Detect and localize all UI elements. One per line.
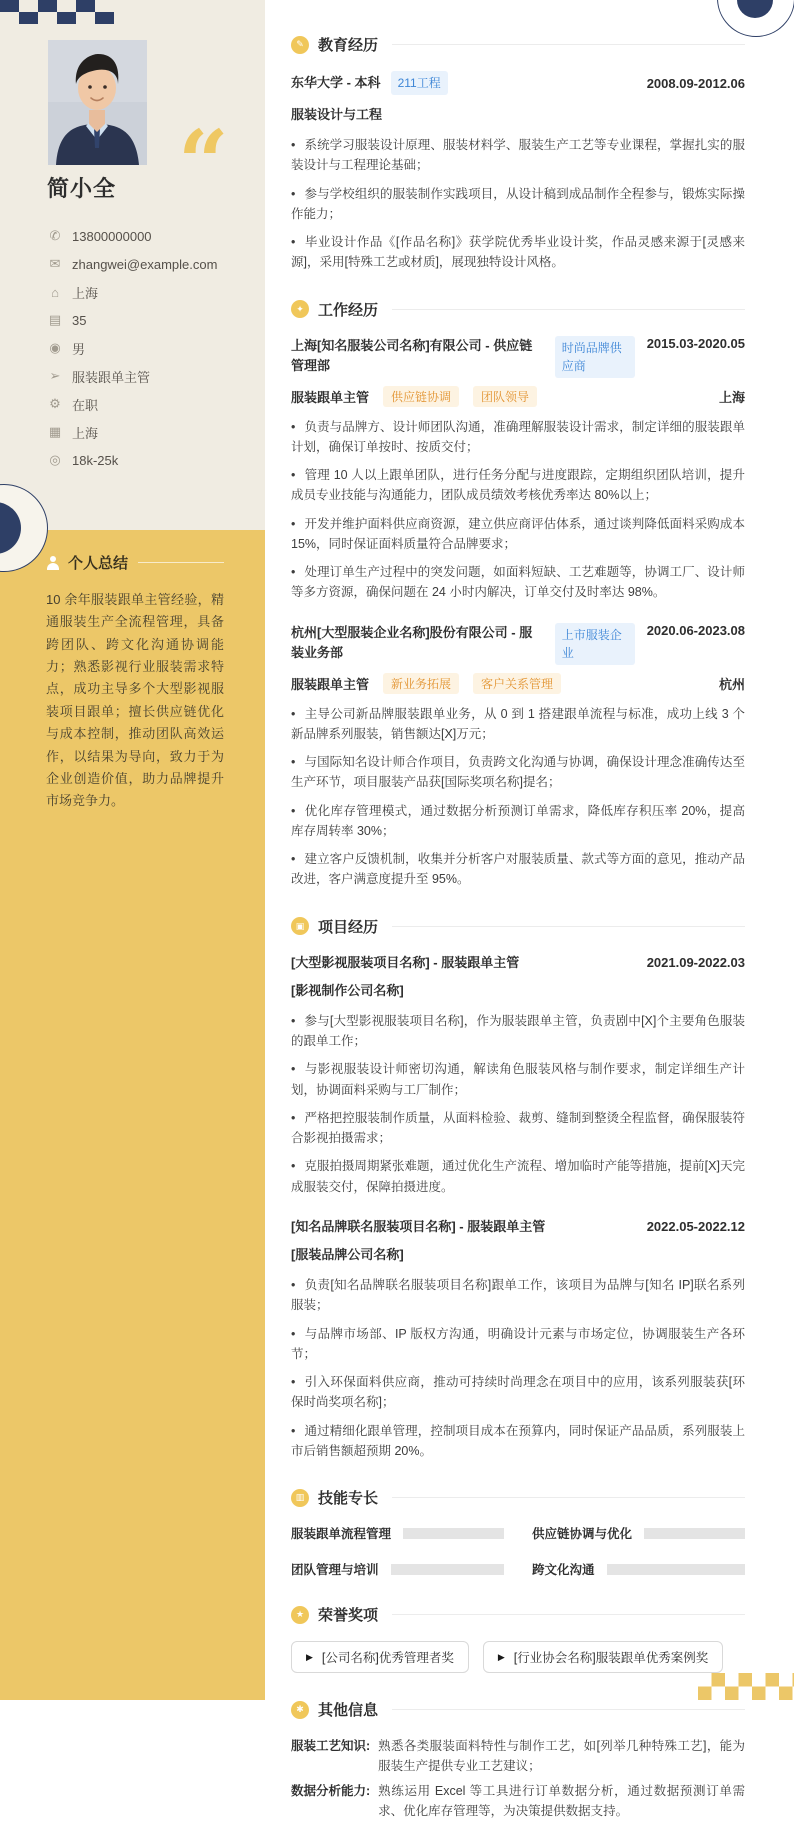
education-date: 2008.09-2012.06	[646, 75, 745, 91]
work-title: 工作经历	[318, 301, 379, 319]
gender-value: 男	[72, 341, 86, 357]
home-icon: ⌂	[51, 284, 59, 300]
job-item-2	[291, 623, 745, 890]
skill-row	[291, 1524, 504, 1542]
section-other-info	[291, 1699, 745, 1821]
company-city-value: 上海	[72, 425, 99, 441]
honors-header	[291, 1604, 745, 1625]
education-school-row	[291, 71, 745, 95]
info-text: 熟练运用 Excel 等工具进行订单数据分析，通过数据预测订单需求、优化库存管理等，为决策提供数据支持。	[378, 1783, 745, 1818]
section-divider	[392, 926, 745, 927]
bullet-item: • 建立客户反馈机制，收集并分析客户对服装质量、款式等方面的意见，推动产品改进，客户满意度提升至 95%。	[291, 849, 745, 890]
contact-row-phone	[48, 222, 253, 250]
chart-icon: ▥	[291, 1489, 309, 1507]
bullet-item: • 与国际知名设计师合作项目，负责跨文化沟通与协调，确保设计理念准确传达至生产环节，项目服装产品获[国际奖项名称]提名；	[291, 752, 745, 793]
briefcase-icon: ✦	[291, 300, 309, 318]
person-icon	[46, 556, 60, 570]
decorative-circle-top-right-inner	[737, 0, 773, 18]
skills-title: 技能专长	[318, 1490, 379, 1508]
skill-label: 跨文化沟通	[532, 1563, 595, 1578]
bullet-item: • 参与[大型影视服装项目名称]，作为服装跟单主管，负责剧中[X]个主要角色服装的跟单工作；	[291, 1011, 745, 1052]
bullet-item: • 系统学习服装设计原理、服装材料学、服装生产工艺等专业课程，掌握扎实的服装设计与工程理论基础；	[291, 135, 745, 176]
company-icon: ▦	[48, 424, 62, 439]
company-tag: 时尚品牌供应商	[555, 336, 635, 378]
job-date: 2020.06-2023.08	[646, 622, 745, 638]
projects-header	[291, 916, 745, 937]
position-value: 服装跟单主管	[72, 369, 151, 385]
summary-divider	[138, 562, 224, 563]
bullet-item: • 参与学校组织的服装制作实践项目，从设计稿到成品制作全程参与，锻炼实际操作能力；	[291, 184, 745, 225]
section-education	[291, 34, 745, 273]
project-company: [影视制作公司名称]	[291, 982, 404, 998]
job-position: 服装跟单主管	[291, 676, 370, 692]
education-title: 教育经历	[318, 37, 379, 54]
decorative-circle-left-inner	[0, 502, 21, 554]
other-info-title: 其他信息	[318, 1702, 379, 1720]
project-item-2	[291, 1217, 745, 1461]
skills-header	[291, 1487, 745, 1508]
age-icon: ▤	[48, 312, 62, 327]
contact-row-company-city	[48, 418, 253, 446]
contact-row-city	[48, 278, 253, 306]
education-major: 服装设计与工程	[291, 107, 383, 122]
bullet-item: • 开发并维护面料供应商资源，建立供应商评估体系，通过谈判降低面料采购成本 15%，同时保证面料质量符合品牌要求；	[291, 514, 745, 555]
city-value: 上海	[72, 285, 99, 301]
skill-progress-bar	[403, 1528, 504, 1539]
contact-row-salary	[48, 446, 253, 474]
age-value: 35	[72, 312, 87, 328]
section-divider	[392, 44, 745, 45]
job-bullets	[291, 417, 745, 603]
section-work	[291, 299, 745, 890]
project-item-1	[291, 953, 745, 1197]
info-icon: ✱	[291, 1701, 309, 1719]
skill-tag: 新业务拓展	[383, 673, 459, 694]
work-header	[291, 299, 745, 320]
bullet-item: • 处理订单生产过程中的突发问题，如面料短缺、工艺难题等，协调工厂、设计师等多方资源，确保问题在 24 小时内解决，订单交付及时率达 98%。	[291, 562, 745, 603]
section-honors	[291, 1604, 745, 1673]
job-location: 杭州	[718, 676, 745, 692]
email-value: zhangwei@example.com	[72, 256, 218, 272]
contact-row-position	[48, 362, 253, 390]
project-date: 2022.05-2022.12	[646, 1219, 745, 1235]
job-company-row	[291, 623, 745, 665]
skill-tag: 团队领导	[473, 386, 537, 407]
project-name: [大型影视服装项目名称] - 服装跟单主管	[291, 954, 520, 970]
play-icon: ▶	[497, 1651, 505, 1662]
info-row-craft	[291, 1736, 745, 1777]
personal-summary-text: 10 余年服装跟单主管经验，精通服装生产全流程管理，具备跨团队、跨文化沟通协调能力；熟悉影视行业服装需求特点，成功主导多个大型影视服装项目跟单；擅长供应链优化与成本控制，推动团队高效运作，以结果为导向，致力于为企业创造价值，助力品牌提升市场竞争力。	[46, 592, 224, 809]
person-name: 简小全	[47, 176, 117, 201]
trophy-icon: ★	[291, 1606, 309, 1624]
section-skills	[291, 1487, 745, 1578]
bullet-item: • 负责与品牌方、设计师团队沟通，准确理解服装设计需求，制定详细的服装跟单计划，确保订单按时、按质交付；	[291, 417, 745, 458]
section-divider	[392, 1614, 745, 1615]
contact-row-gender	[48, 334, 253, 362]
personal-summary-header	[46, 552, 224, 573]
mail-icon: ✉	[49, 256, 61, 271]
bullet-item: • 负责[知名品牌联名服装项目名称]跟单工作，该项目为品牌与[知名 IP]联名系列服装；	[291, 1275, 745, 1316]
honor-label: [行业协会名称]服装跟单优秀案例奖	[513, 1651, 709, 1666]
job-position-row	[291, 386, 745, 407]
project-name-row	[291, 1217, 745, 1237]
bullet-item: • 主导公司新品牌服装跟单业务，从 0 到 1 搭建跟单流程与标准，成功上线 3 个新品牌系列服装，销售额达[X]万元；	[291, 704, 745, 745]
personal-summary-title: 个人总结	[68, 555, 129, 572]
play-icon: ▶	[306, 1651, 313, 1662]
bullet-item: • 管理 10 人以上跟单团队，进行任务分配与进度跟踪，定期组织团队培训，提升成员专业技能与沟通能力，团队成员绩效考核优秀率达 80%以上；	[291, 465, 745, 506]
bullet-item: • 引入环保面料供应商，推动可持续时尚理念在项目中的应用，该系列服装获[环保时尚奖项名称]；	[291, 1372, 745, 1413]
project-name: [知名品牌联名服装项目名称] - 服装跟单主管	[291, 1218, 546, 1234]
project-date: 2021.09-2022.03	[646, 955, 745, 971]
phone-value: 13800000000	[72, 228, 152, 244]
contact-list	[48, 222, 253, 474]
skill-row	[291, 1560, 504, 1578]
bullet-item: • 与影视服装设计师密切沟通，解读角色服装风格与制作要求，制定详细生产计划，协调面料采购与工厂制作；	[291, 1059, 745, 1100]
contact-row-status	[48, 390, 253, 418]
bullet-item: • 通过精细化跟单管理，控制项目成本在预算内，同时保证产品品质，系列服装上市后销售额超预期 20%。	[291, 1421, 745, 1462]
status-value: 在职	[72, 397, 99, 413]
skill-label: 团队管理与培训	[291, 1563, 379, 1578]
section-divider	[392, 309, 745, 310]
checker-pattern-top-left	[0, 0, 114, 24]
status-icon: ⚙	[49, 396, 61, 411]
job-position: 服装跟单主管	[291, 389, 370, 405]
section-projects	[291, 916, 745, 1462]
position-icon: ➢	[49, 368, 61, 383]
folder-icon: ▣	[291, 917, 309, 935]
job-date: 2015.03-2020.05	[646, 335, 745, 351]
profile-photo-illustration	[48, 40, 147, 165]
skill-tag: 供应链协调	[383, 386, 459, 407]
info-label: 数据分析能力:	[291, 1783, 371, 1798]
section-divider	[392, 1497, 745, 1498]
job-item-1	[291, 336, 745, 603]
salary-value: 18k-25k	[72, 452, 119, 468]
section-divider	[392, 1709, 745, 1710]
project-bullets	[291, 1011, 745, 1197]
skill-progress-bar	[391, 1564, 504, 1575]
projects-title: 项目经历	[318, 918, 379, 936]
education-bullets	[291, 135, 745, 273]
other-info-header	[291, 1699, 745, 1720]
main-content	[265, 0, 794, 1818]
job-location: 上海	[718, 389, 745, 405]
bullet-item: • 严格把控服装制作质量，从面料检验、裁剪、缝制到整烫全程监督，确保服装符合影视拍摄需求；	[291, 1108, 745, 1149]
project-name-row	[291, 953, 745, 973]
bullet-item: • 优化库存管理模式，通过数据分析预测订单需求，降低库存积压率 20%，提高库存周转率 30%；	[291, 801, 745, 842]
education-header	[291, 34, 745, 55]
skill-label: 服装跟单流程管理	[291, 1527, 392, 1542]
bullet-item: • 毕业设计作品《[作品名称]》获学院优秀毕业设计奖，作品灵感来源于[灵感来源]，采用[特殊工艺或材质]，展现独特设计风格。	[291, 232, 745, 273]
skill-tag: 客户关系管理	[473, 673, 561, 694]
skill-progress-bar	[607, 1564, 745, 1575]
personal-summary	[46, 552, 224, 813]
bullet-item: • 与品牌市场部、IP 版权方沟通，明确设计元素与市场定位，协调服装生产各环节；	[291, 1324, 745, 1365]
skill-row	[532, 1560, 745, 1578]
contact-row-email	[48, 250, 253, 278]
phone-icon: ✆	[49, 228, 61, 243]
honor-label: [公司名称]优秀管理者奖	[321, 1651, 454, 1666]
contact-row-age	[48, 306, 253, 334]
info-label: 服装工艺知识:	[291, 1739, 371, 1754]
honor-button-1[interactable]	[291, 1641, 469, 1673]
graduation-icon: ✎	[291, 36, 309, 54]
salary-icon: ◎	[49, 452, 61, 467]
skill-label: 供应链协调与优化	[532, 1527, 633, 1542]
info-text: 熟悉各类服装面料特性与制作工艺，如[列举几种特殊工艺]，能为服装生产提供专业工艺建议；	[378, 1739, 745, 1774]
bullet-item: • 克服拍摄周期紧张难题，通过优化生产流程、增加临时产能等措施，提前[X]天完成服装交付，保障拍摄进度。	[291, 1156, 745, 1197]
gender-icon: ◉	[49, 340, 61, 355]
school-name: 东华大学 - 本科	[291, 74, 381, 90]
project-company: [服装品牌公司名称]	[291, 1247, 404, 1263]
quote-icon: “	[178, 110, 229, 214]
honor-buttons-row	[291, 1641, 745, 1673]
job-position-row	[291, 673, 745, 694]
job-company-row	[291, 336, 745, 378]
skill-progress-bar	[644, 1528, 745, 1539]
company-name: 上海[知名服装公司名称]有限公司 - 供应链管理部	[291, 337, 533, 373]
company-name: 杭州[大型服装企业名称]股份有限公司 - 服装业务部	[291, 624, 533, 660]
job-bullets	[291, 704, 745, 890]
honor-button-2[interactable]	[483, 1641, 723, 1673]
info-row-data-analysis	[291, 1781, 745, 1821]
honors-title: 荣誉奖项	[318, 1607, 379, 1625]
company-tag: 上市服装企业	[555, 623, 635, 665]
skills-grid	[291, 1524, 745, 1578]
skill-row	[532, 1524, 745, 1542]
school-tag-211: 211工程	[391, 71, 448, 95]
profile-photo	[48, 40, 147, 165]
project-bullets	[291, 1275, 745, 1461]
